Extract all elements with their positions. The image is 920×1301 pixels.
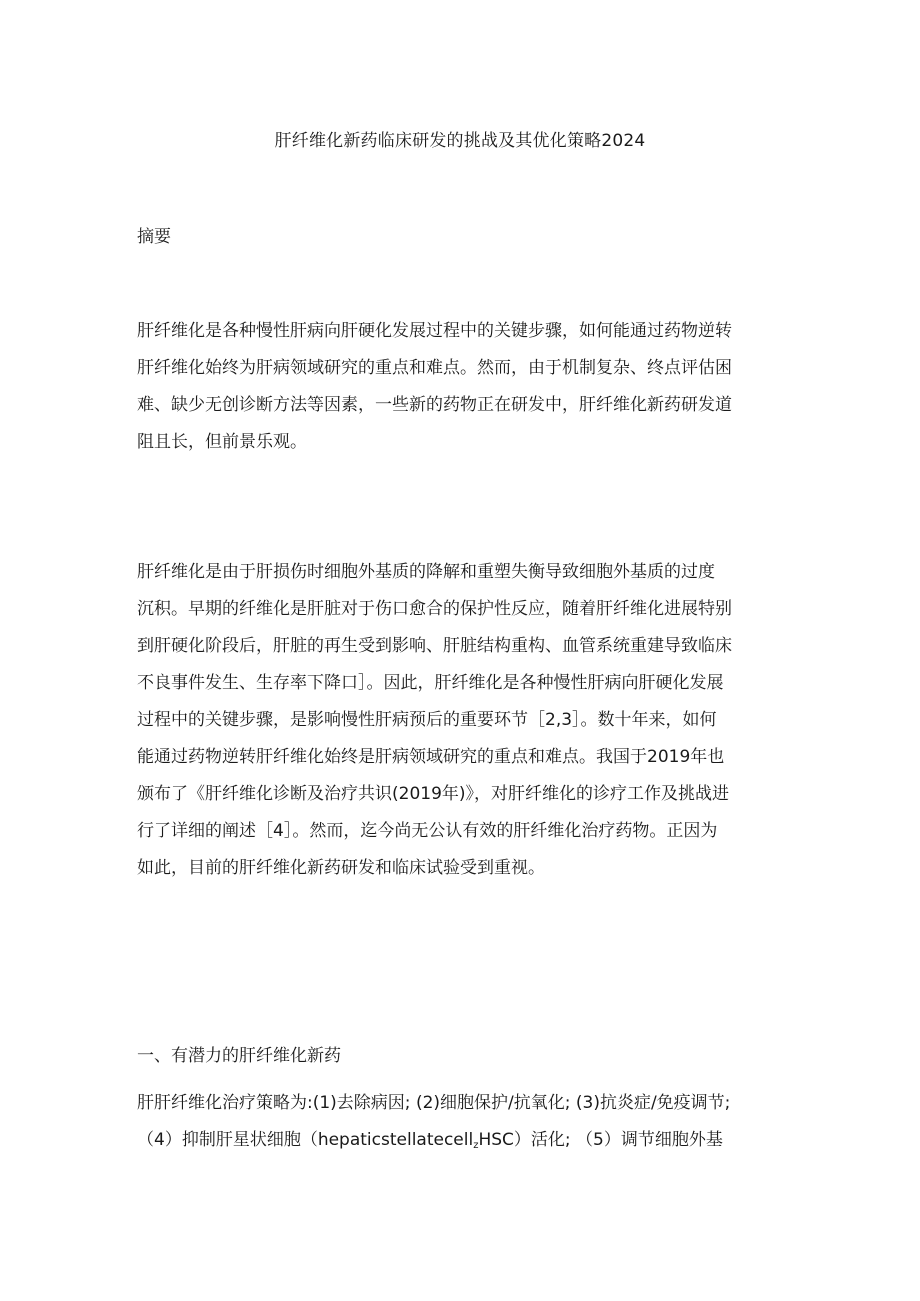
intro-line: 颁布了《肝纤维化诊断及治疗共识(2019年)》，对肝纤维化的诊疗工作及挑战进 xyxy=(137,784,730,804)
intro-line: 到肝硬化阶段后，肝脏的再生受到影响、肝脏结构重构、血管系统重建导致临床 xyxy=(137,636,732,656)
section1-line-part: HSC）活化; （5）调节细胞外基 xyxy=(478,1130,723,1150)
section1-line xyxy=(137,1122,797,1159)
intro-line: 沉积。早期的纤维化是肝脏对于伤口愈合的保护性反应，随着肝纤维化进展特别 xyxy=(137,599,732,619)
intro-line: 行了详细的阐述［4］。然而，迄今尚无公认有效的肝纤维化治疗药物。正因为 xyxy=(137,821,718,841)
intro-line: 如此，目前的肝纤维化新药研发和临床试验受到重视。 xyxy=(137,858,545,878)
abstract-line: 难、缺少无创诊断方法等因素，一些新的药物正在研发中，肝纤维化新药研发道 xyxy=(137,395,732,415)
section1-line-subscript: z xyxy=(473,1140,479,1151)
intro-paragraph xyxy=(137,554,797,887)
intro-line: 过程中的关键步骤，是影响慢性肝病预后的重要环节［2,3］。数十年来，如何 xyxy=(137,710,717,730)
abstract-line: 肝纤维化是各种慢性肝病向肝硬化发展过程中的关键步骤，如何能通过药物逆转 xyxy=(137,321,732,341)
section1-paragraph xyxy=(137,1085,797,1159)
section1-line: 肝肝纤维化治疗策略为:(1)去除病因; (2)细胞保护/抗氧化; (3)抗炎症/免疫调节; xyxy=(137,1093,731,1113)
document-title: 肝纤维化新药临床研发的挑战及其优化策略2024 xyxy=(274,131,646,151)
abstract-line: 肝纤维化始终为肝病领域研究的重点和难点。然而，由于机制复杂、终点评估困 xyxy=(137,358,732,378)
abstract-heading: 摘要 xyxy=(137,227,171,247)
intro-line: 肝纤维化是由于肝损伤时细胞外基质的降解和重塑失衡导致细胞外基质的过度 xyxy=(137,562,715,582)
intro-line: 能通过药物逆转肝纤维化始终是肝病领域研究的重点和难点。我国于2019年也 xyxy=(137,747,725,767)
abstract-line: 阻且长，但前景乐观。 xyxy=(137,432,307,452)
abstract-paragraph xyxy=(137,313,797,461)
section1-line-part: （4）抑制肝星状细胞（hepaticstellatecell xyxy=(137,1130,474,1150)
section1-heading: 一、有潜力的肝纤维化新药 xyxy=(137,1046,341,1066)
intro-line: 不良事件发生、生存率下降口］。因此，肝纤维化是各种慢性肝病向肝硬化发展 xyxy=(137,673,724,693)
